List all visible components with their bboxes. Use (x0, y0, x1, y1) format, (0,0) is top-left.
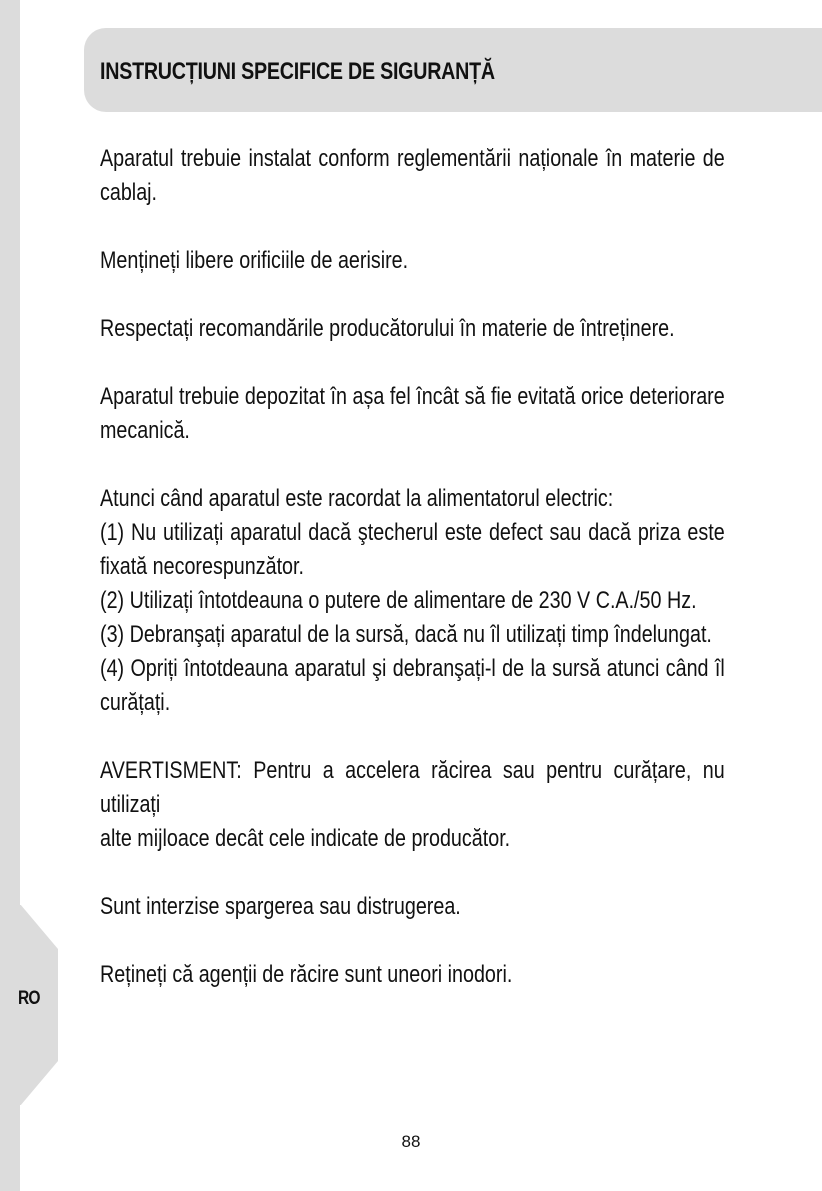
text-line: (4) Opriți întotdeauna aparatul şi debranşați-l de la sursă atunci când îl (100, 655, 725, 682)
paragraph-power-supply (100, 482, 725, 720)
text-line: fixată necorespunzător. (100, 553, 304, 580)
text-line: mecanică. (100, 417, 190, 444)
text-line: Respectați recomandările producătorului în materie de întreținere. (100, 315, 675, 342)
paragraph-storage (100, 380, 725, 448)
text-line: alte mijloace decât cele indicate de producător. (100, 825, 511, 852)
text-line: Rețineți că agenții de răcire sunt uneori inodori. (100, 961, 513, 988)
paragraph-destruction (100, 890, 725, 924)
paragraph-refrigerant (100, 958, 725, 992)
text-line: Atunci când aparatul este racordat la alimentatorul electric: (100, 485, 614, 512)
language-label: RO (18, 988, 40, 1009)
safety-instructions-body (100, 142, 725, 1026)
text-line: (2) Utilizați întotdeauna o putere de alimentare de 230 V C.A./50 Hz. (100, 587, 697, 614)
text-line: cablaj. (100, 179, 158, 206)
text-line: Mențineți libere orificiile de aerisire. (100, 247, 409, 274)
text-line: (3) Debranşați aparatul de la sursă, dacă nu îl utilizați timp îndelungat. (100, 621, 712, 648)
section-title: INSTRUCȚIUNI SPECIFICE DE SIGURANȚĂ (100, 58, 495, 85)
text-line: Sunt interzise spargerea sau distrugerea. (100, 893, 461, 920)
paragraph-ventilation (100, 244, 725, 278)
text-line: Aparatul trebuie depozitat în așa fel încât să fie evitată orice deteriorare (100, 383, 725, 410)
page-number: 88 (401, 1132, 421, 1151)
text-line: curățați. (100, 689, 171, 716)
paragraph-warning (100, 754, 725, 856)
paragraph-wiring (100, 142, 725, 210)
text-line: (1) Nu utilizați aparatul dacă ştecherul este defect sau dacă priza este (100, 519, 725, 546)
text-line: AVERTISMENT: Pentru a accelera răcirea sau pentru curățare, nu utilizați (100, 757, 725, 818)
paragraph-maintenance (100, 312, 725, 346)
text-line: Aparatul trebuie instalat conform reglementării naționale în materie de (100, 145, 725, 172)
